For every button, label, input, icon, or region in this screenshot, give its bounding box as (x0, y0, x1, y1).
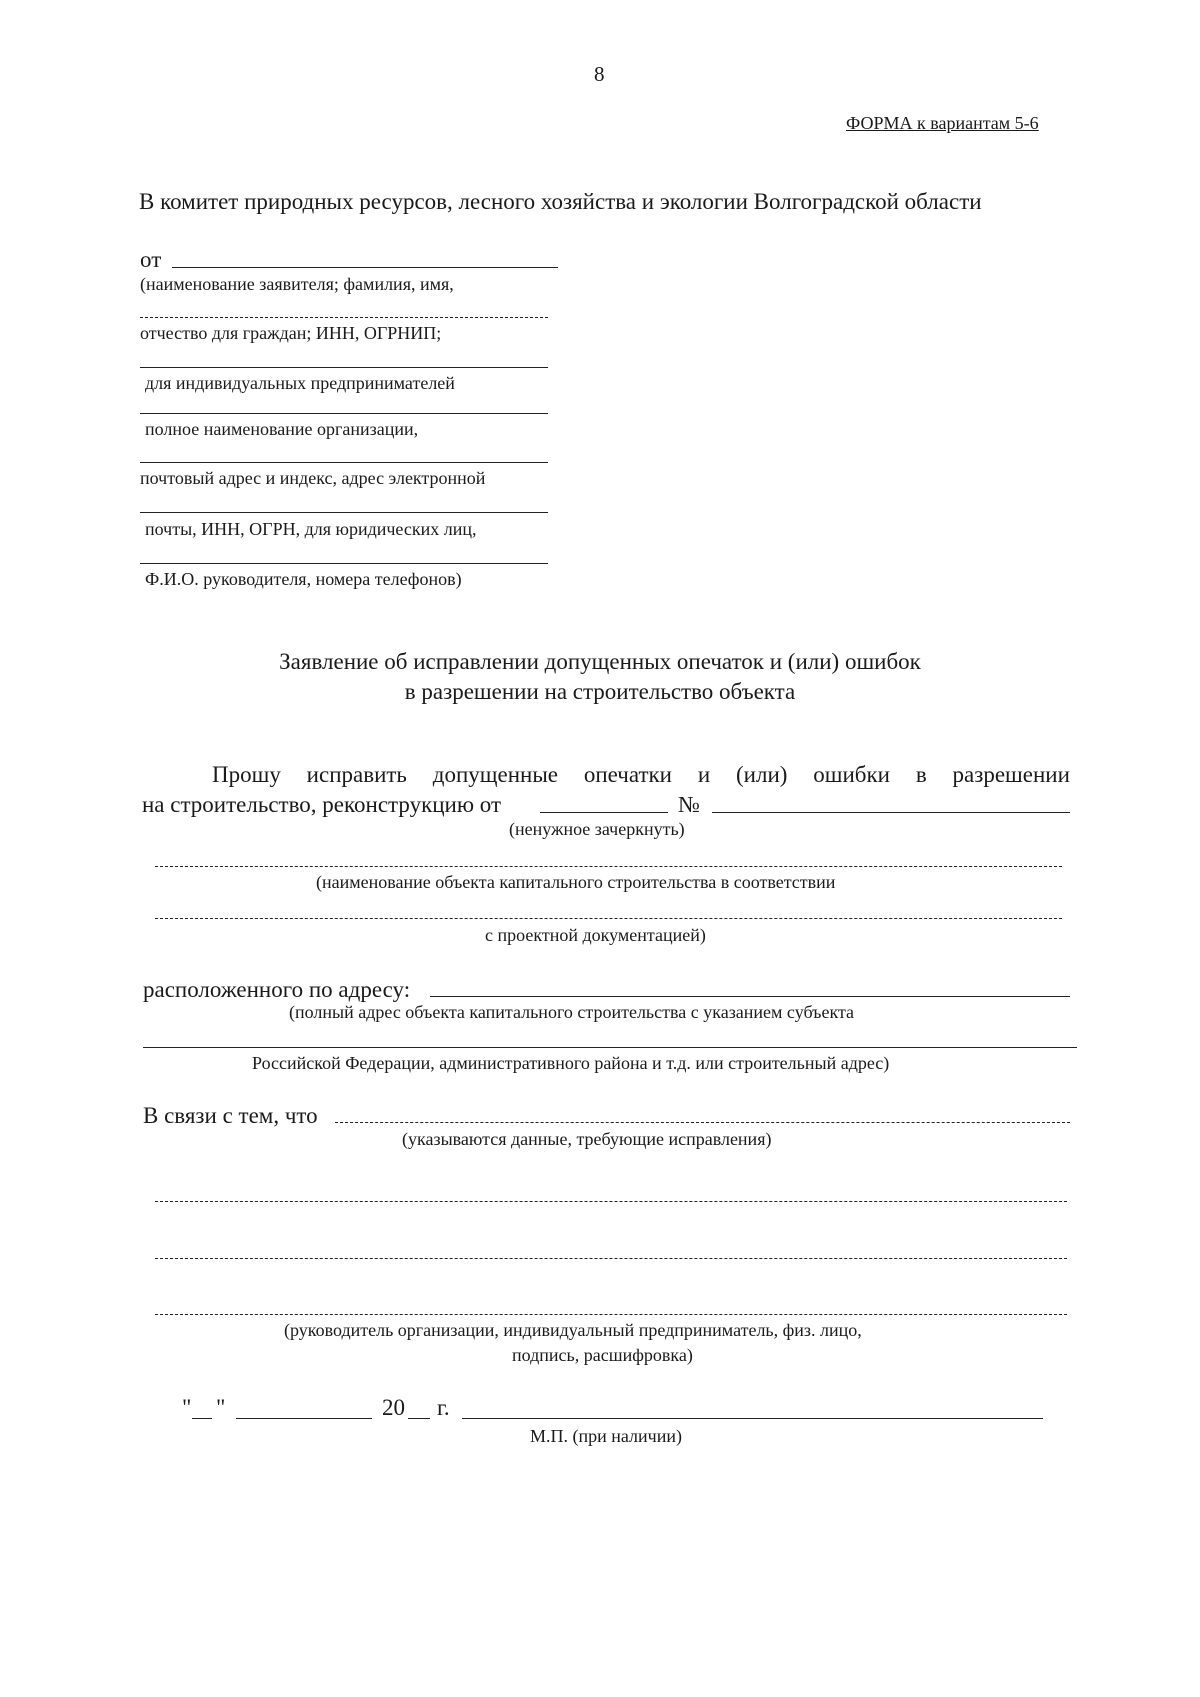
signature-hint-1: (руководитель организации, индивидуальный предприниматель, физ. лицо, (284, 1320, 862, 1340)
from-field-line-3[interactable] (140, 367, 548, 368)
permit-number-field[interactable] (712, 812, 1070, 813)
addressee: В комитет природных ресурсов, лесного хозяйства и экологии Волгоградской области (139, 189, 982, 214)
address-field-line-2[interactable] (143, 1047, 1077, 1048)
reason-label: В связи с тем, что (143, 1103, 318, 1128)
from-field-line-6[interactable] (140, 512, 548, 513)
from-hint-2: отчество для граждан; ИНН, ОГРНИП; (140, 323, 442, 343)
document-title-line-1: Заявление об исправлении допущенных опечаток и (или) ошибок (279, 649, 921, 674)
date-quote-close: " (216, 1395, 226, 1420)
request-word: и (697, 762, 711, 787)
signature-hint-2: подпись, расшифровка) (512, 1345, 693, 1365)
number-sign: № (678, 792, 700, 817)
from-field-line-2[interactable] (140, 317, 548, 318)
date-year-suffix: г. (437, 1395, 450, 1420)
from-hint-7: Ф.И.О. руководителя, номера телефонов) (145, 569, 462, 589)
reason-field-line-2[interactable] (155, 1201, 1067, 1202)
from-hint-1: (наименование заявителя; фамилия, имя, (140, 274, 454, 294)
from-label: от (140, 247, 162, 272)
signature-field-line[interactable] (155, 1314, 1067, 1315)
reason-field-line-1[interactable] (335, 1122, 1070, 1123)
object-name-hint-2: с проектной документацией) (485, 925, 706, 945)
date-year-prefix: 20 (382, 1395, 405, 1420)
address-hint-1: (полный адрес объекта капитального строительства с указанием субъекта (289, 1002, 855, 1022)
address-label: расположенного по адресу: (143, 977, 411, 1002)
date-month-field[interactable] (236, 1418, 372, 1419)
permit-date-field[interactable] (540, 812, 668, 813)
request-word: ошибки (813, 762, 890, 787)
address-field-line-1[interactable] (430, 996, 1070, 997)
stamp-field[interactable] (462, 1418, 1043, 1419)
request-word: опечатки (583, 762, 672, 787)
request-word: допущенные (432, 762, 558, 787)
form-label: ФОРМА к вариантам 5-6 (846, 113, 1039, 133)
object-name-field-line-1[interactable] (155, 866, 1062, 867)
stamp-hint: М.П. (при наличии) (530, 1426, 682, 1446)
request-word: в (915, 762, 927, 787)
reason-field-line-3[interactable] (155, 1258, 1067, 1259)
object-name-hint-1: (наименование объекта капитального строительства в соответствии (316, 872, 836, 892)
from-hint-3: для индивидуальных предпринимателей (145, 373, 455, 393)
address-hint-2: Российской Федерации, административного района и т.д. или строительный адрес) (252, 1053, 890, 1073)
from-field-line-5[interactable] (140, 462, 548, 463)
from-field-line-4[interactable] (140, 413, 548, 414)
from-hint-6: почты, ИНН, ОГРН, для юридических лиц, (145, 519, 477, 539)
date-year-field[interactable] (408, 1418, 430, 1419)
from-field-line-1[interactable] (172, 267, 558, 268)
date-day-field[interactable] (192, 1418, 212, 1419)
request-word: (или) (736, 762, 788, 787)
reason-hint: (указываются данные, требующие исправления) (402, 1129, 772, 1149)
request-word: Прошу (212, 762, 281, 787)
from-field-line-7[interactable] (140, 563, 548, 564)
page-number: 8 (594, 62, 605, 86)
document-title-line-2: в разрешении на строительство объекта (404, 679, 796, 704)
request-word: разрешении (952, 762, 1070, 787)
request-line-2-prefix: на строительство, реконструкцию от (142, 792, 502, 817)
request-line-1 (212, 763, 1070, 786)
request-word: исправить (306, 762, 407, 787)
from-hint-4: полное наименование организации, (145, 419, 419, 439)
date-quote-open: " (182, 1395, 192, 1420)
strike-hint: (ненужное зачеркнуть) (509, 819, 685, 839)
from-hint-5: почтовый адрес и индекс, адрес электронной (140, 468, 486, 488)
object-name-field-line-2[interactable] (155, 918, 1062, 919)
